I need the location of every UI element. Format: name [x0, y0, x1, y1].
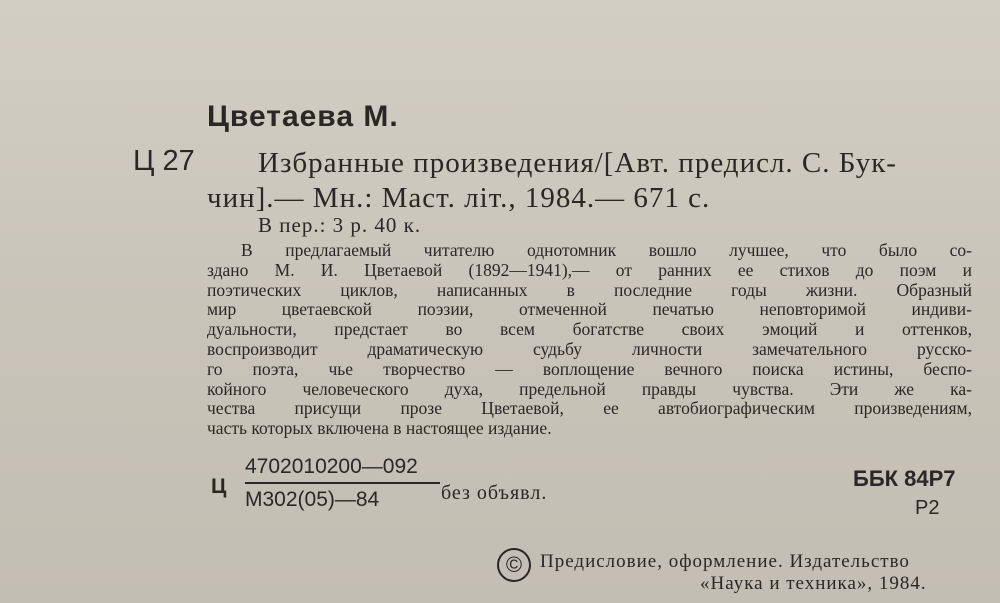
annotation-line: го поэта, чье творчество — воплощение вечного поиска истины, беспо- — [207, 359, 972, 379]
price-line: В пер.: 3 р. 40 к. — [258, 213, 422, 237]
annotation-line: поэтических циклов, написанных в последние годы жизни. Образный — [207, 280, 972, 300]
bbk-subcode: Р2 — [915, 497, 940, 519]
annotation-line: здано М. И. Цветаевой (1892—1941),— от ранних ее стихов до поэм и — [207, 260, 972, 280]
annotation-line: часть которых включена в настоящее издание. — [207, 419, 552, 439]
annotation-line: мир цветаевской поэзии, отмеченной печатью неповторимой индиви- — [207, 300, 972, 320]
title-line-1: Избранные произведения/[Авт. предисл. С. Бук- — [258, 147, 897, 179]
no-advert-note: без объявл. — [441, 482, 548, 504]
annotation-line: дуальности, предстает во всем богатстве своих эмоций и оттенков, — [207, 320, 972, 340]
copyright-line-1: Предисловие, оформление. Издательство — [540, 551, 910, 572]
annotation-line: В предлагаемый читателю однотомник вошло лучшее, что было со- — [241, 241, 972, 260]
author-name: Цветаева М. — [207, 100, 399, 133]
annotation-line: койного человеческого духа, предельной правды чувства. Эти же ка- — [207, 379, 972, 399]
annotation — [207, 241, 972, 439]
bbk-code: ББК 84Р7 — [853, 466, 956, 491]
copyright-line-2: «Наука и техника», 1984. — [700, 573, 927, 594]
index-denominator: М302(05)—84 — [245, 488, 380, 511]
copyright-icon: © — [497, 548, 531, 582]
annotation-line: воспроизводит драматическую судьбу личности замечательного русско- — [207, 339, 972, 359]
index-fraction — [245, 455, 440, 512]
index-letter: Ц — [211, 475, 227, 498]
annotation-line: чества присущи прозе Цветаевой, ее автобиографическим произведениям, — [207, 399, 972, 419]
title-line-2: чин].— Мн.: Маст. літ., 1984.— 671 с. — [207, 182, 711, 214]
index-numerator: 4702010200—092 — [245, 455, 418, 478]
classification-code: Ц 27 — [133, 145, 195, 177]
